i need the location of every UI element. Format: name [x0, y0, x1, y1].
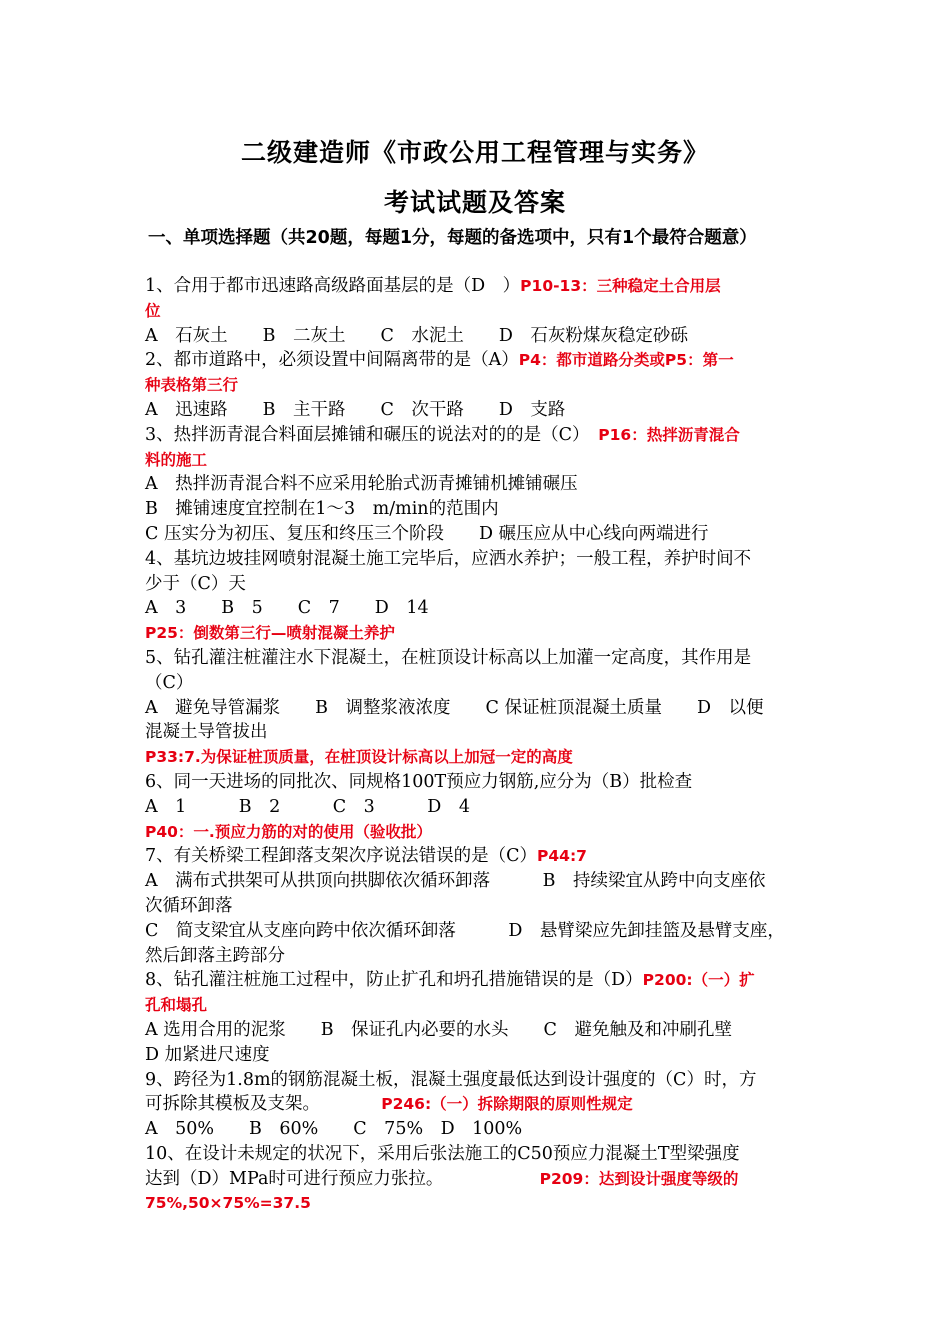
reference-note: P33:7.为保证桩顶质量，在桩顶设计标高以上加冠一定的高度: [145, 748, 573, 767]
line-text: 9、跨径为1.8m的钢筋混凝土板，混凝土强度最低达到设计强度的（C）时，方: [145, 1069, 757, 1090]
text-line: [145, 1191, 815, 1216]
line-text: 混凝土导管拔出: [145, 722, 268, 743]
line-text: C 压实分为初压、复压和终压三个阶段 D 碾压应从中心线向两端进行: [145, 523, 709, 544]
line-text: C 简支梁宜从支座向跨中依次循环卸落 D 悬臂梁应先卸挂篮及悬臂支座，: [145, 920, 785, 941]
text-line: [145, 944, 815, 969]
text-line: [145, 448, 815, 473]
text-line: [145, 522, 815, 547]
text-line: [145, 1142, 815, 1167]
text-line: [145, 398, 815, 423]
text-line: [145, 745, 815, 770]
reference-note: P209：达到设计强度等级的: [539, 1169, 739, 1188]
line-text: 10、在设计未规定的状况下，采用后张法施工的C50预应力混凝土T型梁强度: [145, 1143, 740, 1164]
text-line: [145, 596, 815, 621]
text-line: [145, 820, 815, 845]
text-line: [145, 547, 815, 572]
line-text: 可拆除其模板及支架。: [145, 1094, 382, 1115]
line-text: B 摊铺速度宜控制在1～3 m/min的范围内: [145, 499, 499, 520]
text-line: [145, 770, 815, 795]
text-line: [145, 919, 815, 944]
text-line: [145, 1167, 815, 1192]
reference-note: P25：倒数第三行—喷射混凝土养护: [145, 624, 395, 643]
line-text: A 热拌沥青混合料不应采用轮胎式沥青摊铺机摊铺碾压: [145, 474, 578, 495]
line-text: 6、同一天进场的同批次、同规格100T预应力钢筋,应分为（B）批检查: [145, 771, 693, 792]
line-text: A 选用合用的泥浆 B 保证孔内必要的水头 C 避免触及和冲刷孔壁: [145, 1019, 732, 1040]
reference-note: P40：一.预应力筋的对的使用（验收批）: [145, 822, 432, 841]
reference-note: P44:7: [537, 847, 587, 866]
line-text: A 避免导管漏浆 B 调整浆液浓度 C 保证桩顶混凝土质量 D 以便: [145, 697, 764, 718]
line-text: 1、合用于都市迅速路高级路面基层的是（D ）: [145, 276, 521, 296]
reference-note: 种表格第三行: [145, 376, 239, 395]
text-line: [145, 671, 815, 696]
text-line: [145, 348, 815, 373]
text-line: [145, 720, 815, 745]
text-line: [145, 472, 815, 497]
reference-note: 孔和塌孔: [145, 996, 208, 1015]
line-text: A 50% B 60% C 75% D 100%: [145, 1119, 523, 1140]
reference-note: P200:（一）扩: [642, 971, 755, 990]
text-line: [145, 324, 815, 349]
section-header: 一、单项选择题（共20题，每题1分，每题的备选项中，只有1个最符合题意）: [148, 228, 757, 248]
line-text: A 3 B 5 C 7 D 14: [145, 598, 429, 619]
line-text: 少于（C）天: [145, 573, 246, 594]
reference-note: P10-13：三种稳定土合用层: [520, 277, 721, 295]
line-text: D 加紧进尺速度: [145, 1044, 270, 1065]
line-text: 5、钻孔灌注桩灌注水下混凝土，在桩顶设计标高以上加灌一定高度，其作用是: [145, 647, 752, 668]
reference-note: P4：都市道路分类或P5：第一: [518, 351, 734, 370]
text-line: [145, 844, 815, 869]
reference-note: 75%,50×75%=37.5: [145, 1194, 311, 1213]
text-line: [145, 696, 815, 721]
text-line: [145, 1018, 815, 1043]
text-line: [145, 1117, 815, 1142]
text-line: [145, 894, 815, 919]
line-text: 3、热拌沥青混合料面层摊铺和碾压的说法对的的是（C）: [145, 424, 599, 445]
line-text: 达到（D）MPa时可进行预应力张拉。: [145, 1168, 540, 1189]
text-line: [145, 1043, 815, 1068]
text-line: [145, 621, 815, 646]
line-text: 次循环卸落: [145, 895, 233, 916]
line-text: 然后卸落主跨部分: [145, 945, 285, 966]
line-text: 4、基坑边坡挂网喷射混凝土施工完毕后，应洒水养护；一般工程，养护时间不: [145, 548, 752, 569]
text-line: [145, 423, 815, 448]
text-line: [145, 795, 815, 820]
question-list: [145, 274, 815, 1216]
text-line: [145, 497, 815, 522]
text-line: [145, 299, 815, 324]
reference-note: P16：热拌沥青混合: [598, 425, 740, 444]
reference-note: 位: [145, 301, 161, 320]
text-line: [145, 572, 815, 597]
reference-note: P246:（一）拆除期限的原则性规定: [381, 1095, 633, 1114]
line-text: A 满布式拱架可从拱顶向拱脚依次循环卸落 B 持续梁宜从跨中向支座依: [145, 871, 766, 892]
document-subtitle: 考试试题及答案: [383, 188, 566, 217]
line-text: A 石灰土 B 二灰土 C 水泥土 D 石灰粉煤灰稳定砂砾: [145, 325, 688, 346]
text-line: [145, 274, 815, 299]
line-text: A 1 B 2 C 3 D 4: [145, 796, 470, 817]
text-line: [145, 646, 815, 671]
text-line: [145, 373, 815, 398]
text-line: [145, 993, 815, 1018]
line-text: 2、都市道路中，必须设置中间隔离带的是（A）: [145, 350, 519, 371]
line-text: （C）: [145, 672, 194, 693]
document-title: 二级建造师《市政公用工程管理与实务》: [240, 138, 709, 167]
text-line: [145, 1092, 815, 1117]
line-text: 8、钻孔灌注桩施工过程中，防止扩孔和坍孔措施错误的是（D）: [145, 970, 643, 991]
text-line: [145, 1068, 815, 1093]
line-text: A 迅速路 B 主干路 C 次干路 D 支路: [145, 399, 566, 420]
line-text: 7、有关桥梁工程卸落支架次序说法错误的是（C）: [145, 846, 538, 867]
text-line: [145, 968, 815, 993]
reference-note: 料的施工: [145, 450, 208, 469]
text-line: [145, 869, 815, 894]
